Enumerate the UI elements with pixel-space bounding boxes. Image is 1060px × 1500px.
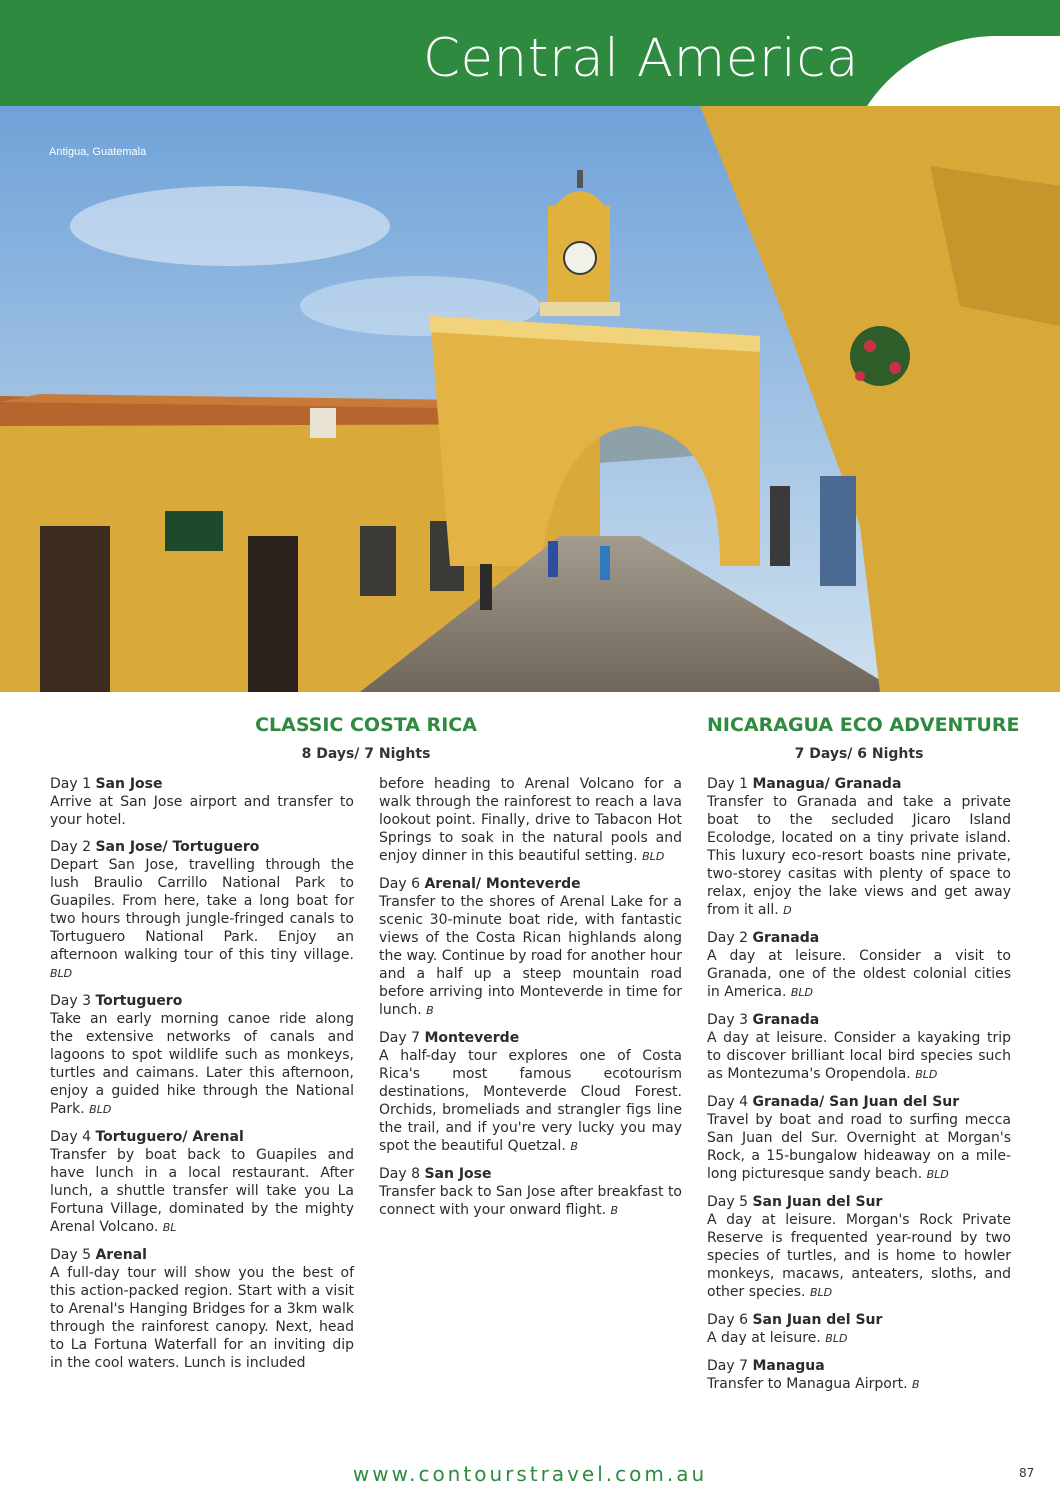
itinerary-day (50, 1246, 354, 1372)
day-description: Depart San Jose, travelling through the lush Braulio Carrillo National Park to Guapiles. From here, take a long boat for two hours through jungle-fringed canals to Tortuguero National Park. Enjoy an afternoon walking tour of this tiny village. (50, 857, 354, 963)
itinerary-day (50, 1128, 354, 1237)
nicaragua-title: NICARAGUA ECO ADVENTURE (707, 714, 1020, 736)
day-description: A half-day tour explores one of Costa Rica's most famous ecotourism destinations, Monteverde Cloud Forest. Orchids, bromeliads and strangler figs line the trail, and if you're very lucky you may spot the beautiful Quetzal. (379, 1048, 682, 1154)
day-description: A day at leisure. (707, 1330, 821, 1346)
day-place: San Jose (95, 776, 163, 792)
day-place: Arenal (95, 1247, 147, 1263)
header-curve (840, 36, 1060, 106)
day-place: San Jose (424, 1166, 492, 1182)
day-number: Day 5 (50, 1247, 96, 1263)
costa-rica-column-1 (50, 775, 354, 1381)
day-place: Tortuguero/ Arenal (95, 1129, 244, 1145)
day-place: Granada (752, 930, 820, 946)
day-number: Day 2 (707, 930, 753, 946)
day-description: A full-day tour will show you the best of this action-packed region. Start with a visit to Arenal's Hanging Bridges for a 3km walk through the rainforest canopy. Next, head to La Fortuna Waterfall for an inviting dip in the cool waters. Lunch is included (50, 1265, 354, 1371)
photo-caption: Antigua, Guatemala (49, 146, 147, 158)
itinerary-day (50, 838, 354, 983)
day-number: Day 2 (50, 839, 96, 855)
day-number: Day 3 (50, 993, 96, 1009)
day-number: Day 6 (707, 1312, 753, 1328)
itinerary-day (379, 1029, 682, 1156)
day-description: Transfer back to San Jose after breakfast to connect with your onward flight. (379, 1184, 682, 1218)
day-description: Take an early morning canoe ride along the extensive networks of canals and lagoons to spot wildlife such as monkeys, turtles and caimans. Later this afternoon, enjoy a guided hike through the National Park. (50, 1011, 354, 1117)
day-description: A day at leisure. Consider a kayaking trip to discover brilliant local bird species such as Montezuma's Oropendola. (707, 1030, 1011, 1082)
costa-rica-column-2 (379, 775, 682, 1229)
itinerary-day (707, 929, 1011, 1002)
day-number: Day 1 (50, 776, 96, 792)
meal-code: D (783, 904, 792, 917)
day-description: Travel by boat and road to surfing mecca San Juan del Sur. Overnight at Morgan's Rock, a 15-bungalow hideaway on a mile-long picturesque sandy beach. (707, 1112, 1011, 1182)
day-number: Day 7 (379, 1030, 425, 1046)
meal-code: BL (162, 1221, 177, 1234)
itinerary-day (707, 1011, 1011, 1084)
meal-code: BLD (89, 1103, 112, 1116)
meal-code: B (570, 1140, 578, 1153)
meal-code: BLD (642, 850, 665, 863)
day-description-continued: before heading to Arenal Volcano for a walk through the rainforest to reach a lava lookout point. Finally, drive to Tabacon Hot Springs to soak in the natural pools and enjoy dinner in this beautiful setting. (379, 776, 682, 864)
day-description: Arrive at San Jose airport and transfer to your hotel. (50, 794, 354, 828)
day-place: Monteverde (424, 1030, 520, 1046)
day-description: A day at leisure. Morgan's Rock Private Reserve is frequented year-round by two species of turtles, and is home to howler monkeys, macaws, anteaters, sloths, and other species. (707, 1212, 1011, 1300)
day-description: Transfer to Managua Airport. (707, 1376, 908, 1392)
costa-rica-duration: 8 Days/ 7 Nights (301, 746, 431, 762)
itinerary-day (379, 875, 682, 1020)
meal-code: BLD (790, 986, 814, 999)
nicaragua-column (707, 775, 1011, 1403)
page-number: 87 (1019, 1466, 1035, 1480)
itinerary-day (50, 992, 354, 1119)
day-place: Managua/ Granada (752, 776, 902, 792)
meal-code: B (426, 1004, 434, 1017)
itinerary-day (707, 1093, 1011, 1184)
meal-code: BLD (809, 1286, 833, 1299)
day-place: San Juan del Sur (752, 1312, 883, 1328)
day-description: Transfer to the shores of Arenal Lake for a scenic 30-minute boat ride, with fantastic views of the Costa Rican highlands along the way. Continue by road for another hour and a half up a steep mountain road before arriving into Monteverde in time for lunch. (379, 894, 682, 1018)
day-number: Day 1 (707, 776, 753, 792)
meal-code: BLD (926, 1168, 949, 1181)
day-place: Managua (752, 1358, 825, 1374)
itinerary-day (707, 1311, 1011, 1348)
header-band (0, 0, 1060, 106)
meal-code: B (610, 1204, 619, 1217)
footer-website-link[interactable]: www.contourstravel.com.au (352, 1462, 708, 1486)
itinerary-day (707, 775, 1011, 920)
day-description: Transfer by boat back to Guapiles and have lunch in a local restaurant. After lunch, a shuttle transfer will take you La Fortuna Village, dominated by the mighty Arenal Volcano. (50, 1147, 354, 1235)
day-number: Day 7 (707, 1358, 753, 1374)
day-number: Day 6 (379, 876, 425, 892)
meal-code: BLD (915, 1068, 938, 1081)
itinerary-day (707, 1193, 1011, 1302)
day-number: Day 4 (707, 1094, 753, 1110)
day-number: Day 5 (707, 1194, 753, 1210)
day-description: Transfer to Granada and take a private boat to the secluded Jicaro Island Ecolodge, located on a tiny private island. This luxury eco-resort boasts nine private, two-storey casitas with plenty of space to relax, enjoy the lake views and get away from it all. (707, 794, 1011, 918)
day-place: Granada/ San Juan del Sur (752, 1094, 960, 1110)
day-number: Day 3 (707, 1012, 753, 1028)
day-place: San Juan del Sur (752, 1194, 883, 1210)
itinerary-day (707, 1357, 1011, 1394)
nicaragua-duration: 7 Days/ 6 Nights (794, 746, 924, 762)
antigua-arch-illustration (0, 106, 1060, 692)
itinerary-day (379, 1165, 682, 1220)
day-number: Day 4 (50, 1129, 96, 1145)
hero-photo (0, 106, 1060, 692)
day-description: A day at leisure. Consider a visit to Granada, one of the oldest colonial cities in America. (707, 948, 1011, 1000)
day-place: Tortuguero (95, 993, 183, 1009)
day-place: Granada (752, 1012, 820, 1028)
day-number: Day 8 (379, 1166, 425, 1182)
page-title: Central America (423, 28, 859, 89)
day-place: Arenal/ Monteverde (424, 876, 581, 892)
meal-code: B (911, 1378, 920, 1391)
meal-code: BLD (50, 967, 73, 980)
day-place: San Jose/ Tortuguero (95, 839, 260, 855)
costa-rica-title: CLASSIC COSTA RICA (255, 714, 477, 736)
itinerary-day (50, 775, 354, 829)
meal-code: BLD (825, 1332, 848, 1345)
